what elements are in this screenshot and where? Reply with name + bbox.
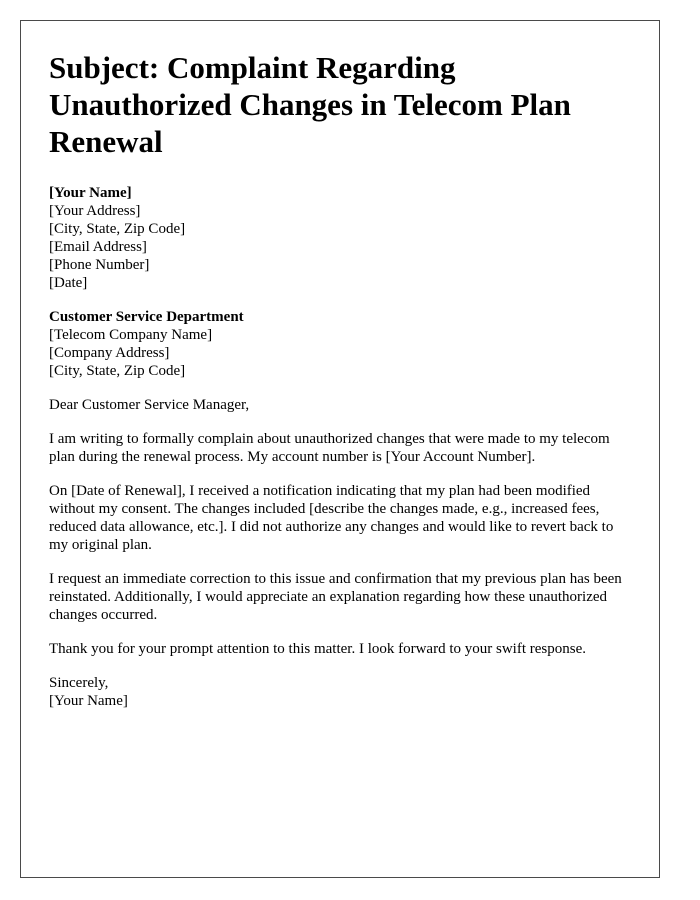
recipient-company: [Telecom Company Name] [49,327,213,343]
sender-name: [Your Name] [49,185,132,201]
recipient-city-state-zip: [City, State, Zip Code] [49,363,186,379]
recipient-department: Customer Service Department [49,309,244,325]
recipient-address: [Company Address] [49,345,170,361]
letter-page [20,20,660,878]
sender-block [49,184,631,292]
body-paragraph: I request an immediate correction to this issue and confirmation that my previous plan has been reinstated. Additionally, I would appreciate an explanation regarding how these unauthorized changes occurred. [49,571,622,623]
sender-city-state-zip: [City, State, Zip Code] [49,221,186,237]
letter-date: [Date] [49,275,88,291]
signature: [Your Name] [49,693,128,709]
sender-phone: [Phone Number] [49,257,150,273]
closing-block [49,674,631,710]
salutation: Dear Customer Service Manager, [49,397,250,413]
letter-subject: Subject: Complaint Regarding Unauthorized Changes in Telecom Plan Renewal [49,50,571,159]
body-paragraph: On [Date of Renewal], I received a notification indicating that my plan had been modified without my consent. The changes included [describe the changes made, e.g., increased fees, reduced data allowance, etc.]. I did not authorize any changes and would like to revert back to my original plan. [49,483,614,553]
body-paragraph: I am writing to formally complain about unauthorized changes that were made to my telecom plan during the renewal process. My account number is [Your Account Number]. [49,431,610,465]
sender-email: [Email Address] [49,239,147,255]
sender-address: [Your Address] [49,203,141,219]
closing: Sincerely, [49,675,109,691]
body-paragraph: Thank you for your prompt attention to this matter. I look forward to your swift response. [49,641,586,657]
recipient-block [49,308,631,380]
